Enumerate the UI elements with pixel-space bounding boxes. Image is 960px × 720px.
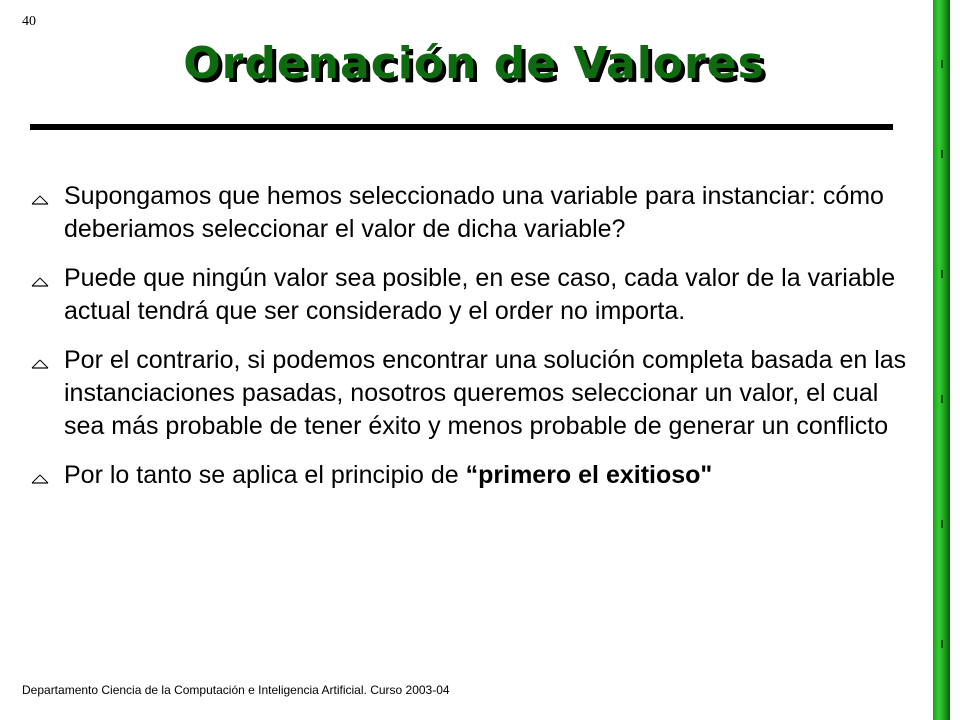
title-underline xyxy=(30,124,893,130)
bullet-item xyxy=(28,180,908,246)
page-corner-icon xyxy=(31,473,49,485)
slide-title: Ordenación de Valores xyxy=(183,38,765,89)
bullet-list xyxy=(28,180,908,508)
page-corner-icon xyxy=(31,194,49,206)
page-corner-icon xyxy=(31,358,49,370)
bullet-text: Por el contrario, si podemos encontrar una solución completa basada en las instanciaciones pasadas, nosotros queremos seleccionar un valor, el cual sea más probable de tener éxito y menos probable de generar un conflicto xyxy=(64,346,907,440)
stripe-mark xyxy=(941,640,943,648)
page-corner-icon xyxy=(31,276,49,288)
footer-text: Departamento Ciencia de la Computación e Inteligencia Artificial. Curso 2003-04 xyxy=(22,683,450,697)
bullet-text: Por lo tanto se aplica el principio de xyxy=(64,461,466,489)
stripe-mark xyxy=(941,150,943,158)
bullet-text: Supongamos que hemos seleccionado una variable para instanciar: cómo deberiamos seleccionar el valor de dicha variable? xyxy=(64,182,884,243)
green-side-stripe xyxy=(933,0,950,720)
bullet-text: Puede que ningún valor sea posible, en ese caso, cada valor de la variable actual tendrá que ser considerado y el order no importa. xyxy=(64,264,896,325)
slide-number: 40 xyxy=(22,14,36,29)
bullet-item xyxy=(28,344,908,443)
stripe-mark xyxy=(941,395,943,403)
stripe-mark xyxy=(941,270,943,278)
highlighted-principle: “primero el exitioso" xyxy=(465,461,713,489)
bullet-item xyxy=(28,262,908,328)
stripe-mark xyxy=(941,60,943,68)
bullet-item xyxy=(28,459,908,492)
stripe-mark xyxy=(941,520,943,528)
